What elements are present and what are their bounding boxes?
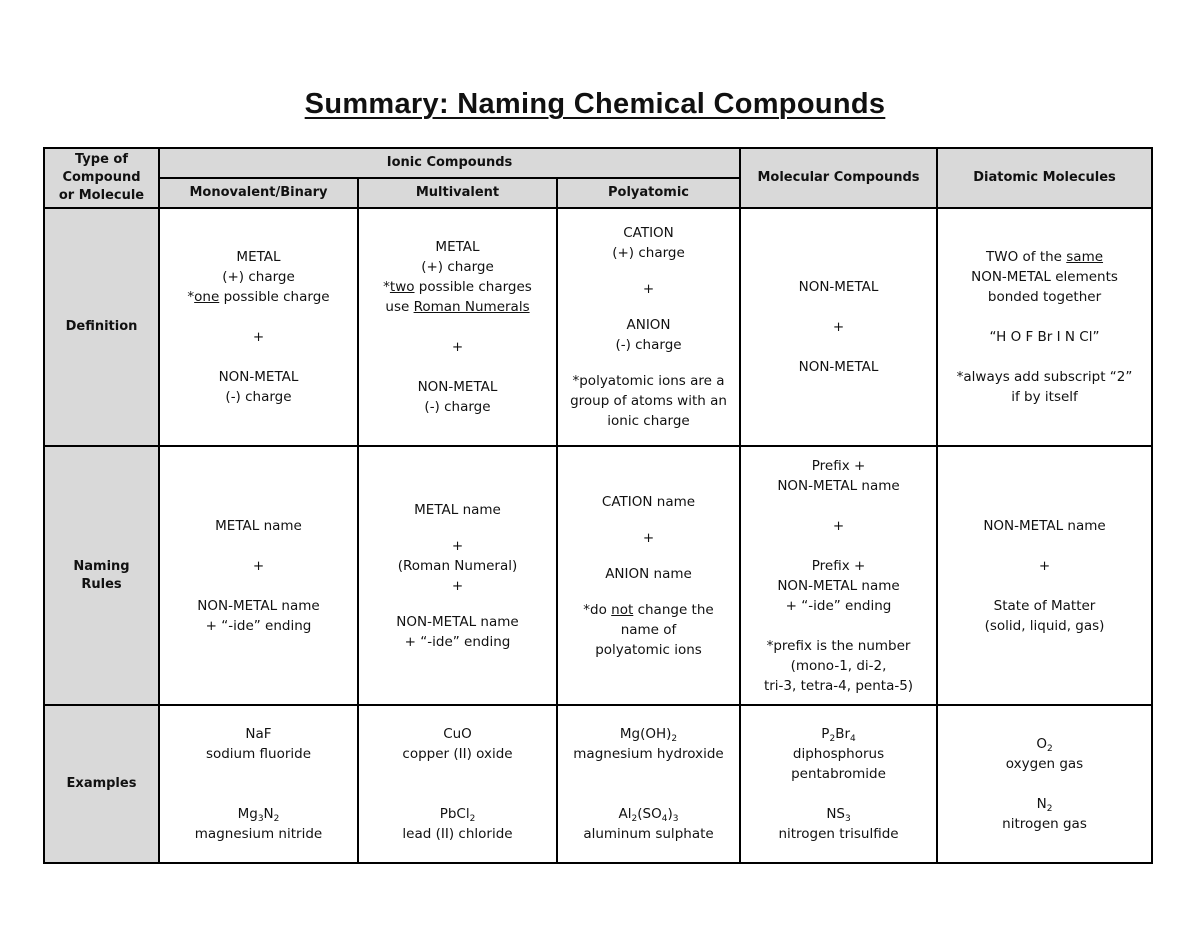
name-multi-plus-2: + (451, 577, 464, 594)
ex-mol-formula-1 (745, 724, 932, 744)
def-multi-line-1: METAL (435, 239, 480, 255)
sym: Br (835, 726, 850, 742)
def-mono-line-3 (164, 287, 353, 307)
def-multi-line-5: NON-METAL (417, 379, 498, 395)
def-mol-line-2: NON-METAL (798, 359, 879, 375)
def-dia-line-6: if by itself (1011, 389, 1078, 405)
spacer (363, 596, 552, 612)
def-poly-plus: + (642, 281, 655, 297)
spacer (745, 536, 932, 556)
def-multi-line-4 (363, 297, 552, 317)
definition-monovalent-cell (159, 208, 358, 446)
ex-mono-formula-1: NaF (245, 726, 272, 742)
definition-diatomic-cell (937, 208, 1152, 446)
def-multi-roman: Roman Numerals (413, 299, 530, 315)
subscript: 2 (1046, 804, 1053, 814)
spacer (745, 616, 932, 636)
examples-diatomic-cell (937, 705, 1152, 863)
sym: N (263, 806, 274, 822)
def-multi-use: use (385, 299, 414, 315)
ex-mono-formula-2 (164, 804, 353, 824)
definition-polyatomic-cell (557, 208, 740, 446)
ex-dia-formula-1 (942, 734, 1147, 754)
spacer (562, 584, 735, 600)
spacer (745, 297, 932, 317)
name-poly-line-5: polyatomic ions (595, 641, 702, 658)
sym: N (1036, 796, 1047, 812)
ex-poly-name-2: aluminum sulphate (583, 826, 714, 842)
spacer (745, 337, 932, 357)
def-dia-pre: TWO of the (986, 249, 1067, 265)
def-mono-line-5: (-) charge (225, 389, 292, 405)
def-poly-line-1: CATION (623, 225, 674, 241)
def-multi-rest: possible charges (414, 279, 532, 295)
name-multi-line-3: NON-METAL name (396, 613, 519, 630)
name-mol-line-5: + “-ide” ending (785, 597, 892, 614)
name-mol-plus: + (832, 517, 845, 534)
name-poly-do: *do (583, 601, 612, 618)
def-dia-line-3: bonded together (987, 289, 1102, 305)
spacer (745, 496, 932, 516)
examples-row (44, 705, 1152, 863)
ex-multi-name-2: lead (II) chloride (402, 826, 513, 842)
def-multi-line-3 (363, 277, 552, 297)
name-poly-plus: + (642, 529, 655, 546)
spacer (164, 307, 353, 327)
type-header (44, 148, 159, 208)
ex-mol-name-2: nitrogen trisulfide (778, 826, 899, 842)
name-poly-line-4: name of (620, 621, 677, 638)
sym: O (1036, 736, 1047, 752)
spacer (164, 784, 353, 804)
ex-multi-formula-2 (363, 804, 552, 824)
subscript: 3 (672, 814, 679, 824)
ionic-compounds-header: Ionic Compounds (159, 148, 740, 178)
def-poly-line-5: *polyatomic ions are a (572, 373, 725, 389)
definition-row (44, 208, 1152, 446)
spacer (562, 548, 735, 564)
sym: P (821, 726, 830, 742)
spacer (562, 355, 735, 371)
name-poly-change: change the (633, 601, 714, 618)
def-mono-line-4: NON-METAL (218, 369, 299, 385)
spacer (363, 520, 552, 536)
name-dia-line-3: (solid, liquid, gas) (984, 617, 1105, 634)
naming-molecular-cell (740, 446, 937, 705)
sym: Al (618, 806, 632, 822)
def-mol-plus: + (832, 319, 845, 335)
type-header-line-3: or Molecule (58, 188, 145, 203)
type-header-line-1: Type of (74, 152, 129, 167)
name-multi-line-4: + “-ide” ending (404, 633, 511, 650)
name-multi-plus-1: + (451, 537, 464, 554)
spacer (562, 764, 735, 784)
name-poly-line-2: ANION name (605, 565, 692, 582)
def-multi-line-6: (-) charge (424, 399, 491, 415)
ex-dia-formula-2 (942, 794, 1147, 814)
name-dia-plus: + (1038, 557, 1051, 574)
naming-header-line-1: Naming (73, 558, 130, 574)
spacer (164, 764, 353, 784)
examples-multivalent-cell (358, 705, 557, 863)
def-dia-line-1 (942, 247, 1147, 267)
molecular-compounds-header: Molecular Compounds (740, 148, 937, 208)
def-dia-line-4: “H O F Br I N Cl” (989, 329, 1100, 345)
subscript: 3 (257, 814, 264, 824)
subscript: 2 (631, 814, 638, 824)
type-header-line-2: Compound (62, 170, 141, 185)
def-multi-line-2: (+) charge (421, 259, 494, 275)
sym: Mg(OH) (619, 726, 672, 742)
ex-poly-name-1: magnesium hydroxide (573, 746, 724, 762)
subscript: 2 (469, 814, 476, 824)
sym: PbCl (439, 806, 470, 822)
def-dia-line-5: *always add subscript “2” (956, 369, 1133, 385)
name-mol-line-3: Prefix + (811, 557, 866, 574)
name-mono-plus: + (252, 557, 265, 574)
def-mono-star: * (187, 289, 195, 305)
ex-multi-formula-1: CuO (443, 726, 472, 742)
def-dia-same: same (1066, 249, 1104, 265)
name-dia-line-2: State of Matter (993, 597, 1096, 614)
name-mol-line-8: tri-3, tetra-4, penta-5) (763, 677, 914, 694)
examples-polyatomic-cell (557, 705, 740, 863)
sym: Mg (237, 806, 258, 822)
subscript: 4 (661, 814, 668, 824)
def-mono-underlined: one (194, 289, 220, 305)
subscript: 2 (829, 734, 836, 744)
examples-monovalent-cell (159, 705, 358, 863)
page-title: Summary: Naming Chemical Compounds (304, 88, 886, 120)
name-multi-line-2: (Roman Numeral) (397, 557, 518, 574)
spacer (942, 536, 1147, 556)
naming-multivalent-cell (358, 446, 557, 705)
def-mono-line-1: METAL (236, 249, 281, 265)
ex-dia-name-2: nitrogen gas (1002, 816, 1087, 832)
sym: ) (667, 806, 673, 822)
spacer (942, 774, 1147, 794)
spacer (942, 576, 1147, 596)
ex-mol-formula-2 (745, 804, 932, 824)
spacer (562, 299, 735, 315)
name-mono-line-3: + “-ide” ending (205, 617, 312, 634)
definition-row-header: Definition (44, 208, 159, 446)
def-mono-plus: + (252, 329, 265, 345)
spacer (562, 263, 735, 279)
def-mono-rest: possible charge (219, 289, 330, 305)
subscript: 2 (671, 734, 678, 744)
def-mol-line-1: NON-METAL (798, 279, 879, 295)
def-dia-line-2: NON-METAL elements (971, 269, 1118, 285)
def-poly-line-7: ionic charge (607, 413, 690, 429)
sym: NS (826, 806, 845, 822)
def-poly-line-3: ANION (626, 317, 671, 333)
name-mol-line-2: NON-METAL name (777, 477, 900, 494)
ex-multi-name-1: copper (II) oxide (402, 746, 513, 762)
examples-row-header: Examples (44, 705, 159, 863)
summary-table (43, 147, 1153, 864)
name-multi-line-1: METAL name (414, 501, 501, 518)
diatomic-molecules-header: Diatomic Molecules (937, 148, 1152, 208)
name-poly-line-3 (562, 600, 735, 620)
polyatomic-header: Polyatomic (557, 178, 740, 208)
naming-rules-row (44, 446, 1152, 705)
definition-multivalent-cell (358, 208, 557, 446)
spacer (363, 764, 552, 784)
spacer (942, 347, 1147, 367)
name-mol-line-7: (mono-1, di-2, (790, 657, 887, 674)
naming-monovalent-cell (159, 446, 358, 705)
spacer (164, 536, 353, 556)
def-mono-line-2: (+) charge (222, 269, 295, 285)
name-mol-line-6: *prefix is the number (766, 637, 911, 654)
def-poly-line-4: (-) charge (615, 337, 682, 353)
ex-mono-name-2: magnesium nitride (194, 826, 323, 842)
spacer (164, 576, 353, 596)
sym: (SO (637, 806, 662, 822)
subscript: 2 (1046, 744, 1053, 754)
multivalent-header: Multivalent (358, 178, 557, 208)
monovalent-binary-header: Monovalent/Binary (159, 178, 358, 208)
ex-mono-name-1: sodium fluoride (205, 746, 312, 762)
spacer (363, 357, 552, 377)
ex-mol-name-1b: pentabromide (791, 766, 886, 782)
def-poly-line-2: (+) charge (612, 245, 685, 261)
ex-dia-name-1: oxygen gas (1005, 756, 1084, 772)
def-poly-line-6: group of atoms with an (570, 393, 727, 409)
name-poly-line-1: CATION name (601, 493, 696, 510)
ex-poly-formula-1 (562, 724, 735, 744)
subscript: 2 (273, 814, 280, 824)
subscript: 4 (850, 734, 856, 744)
spacer (942, 307, 1147, 327)
spacer (745, 784, 932, 804)
ex-mol-name-1a: diphosphorus (792, 746, 885, 762)
naming-diatomic-cell (937, 446, 1152, 705)
name-poly-not: not (611, 601, 634, 618)
def-multi-star: * (383, 279, 390, 295)
spacer (562, 784, 735, 804)
subscript: 3 (844, 814, 851, 824)
name-dia-line-1: NON-METAL name (983, 517, 1106, 534)
naming-polyatomic-cell (557, 446, 740, 705)
name-mono-line-2: NON-METAL name (197, 597, 320, 614)
naming-rules-row-header (44, 446, 159, 705)
examples-molecular-cell (740, 705, 937, 863)
name-mono-line-1: METAL name (215, 517, 302, 534)
def-multi-plus: + (451, 339, 464, 355)
definition-molecular-cell (740, 208, 937, 446)
spacer (164, 347, 353, 367)
header-row-1 (44, 148, 1152, 178)
ex-poly-formula-2 (562, 804, 735, 824)
name-mol-line-1: Prefix + (811, 457, 866, 474)
def-multi-underlined: two (389, 279, 415, 295)
naming-header-line-2: Rules (81, 576, 122, 592)
name-mol-line-4: NON-METAL name (777, 577, 900, 594)
spacer (363, 317, 552, 337)
spacer (562, 512, 735, 528)
spacer (363, 784, 552, 804)
